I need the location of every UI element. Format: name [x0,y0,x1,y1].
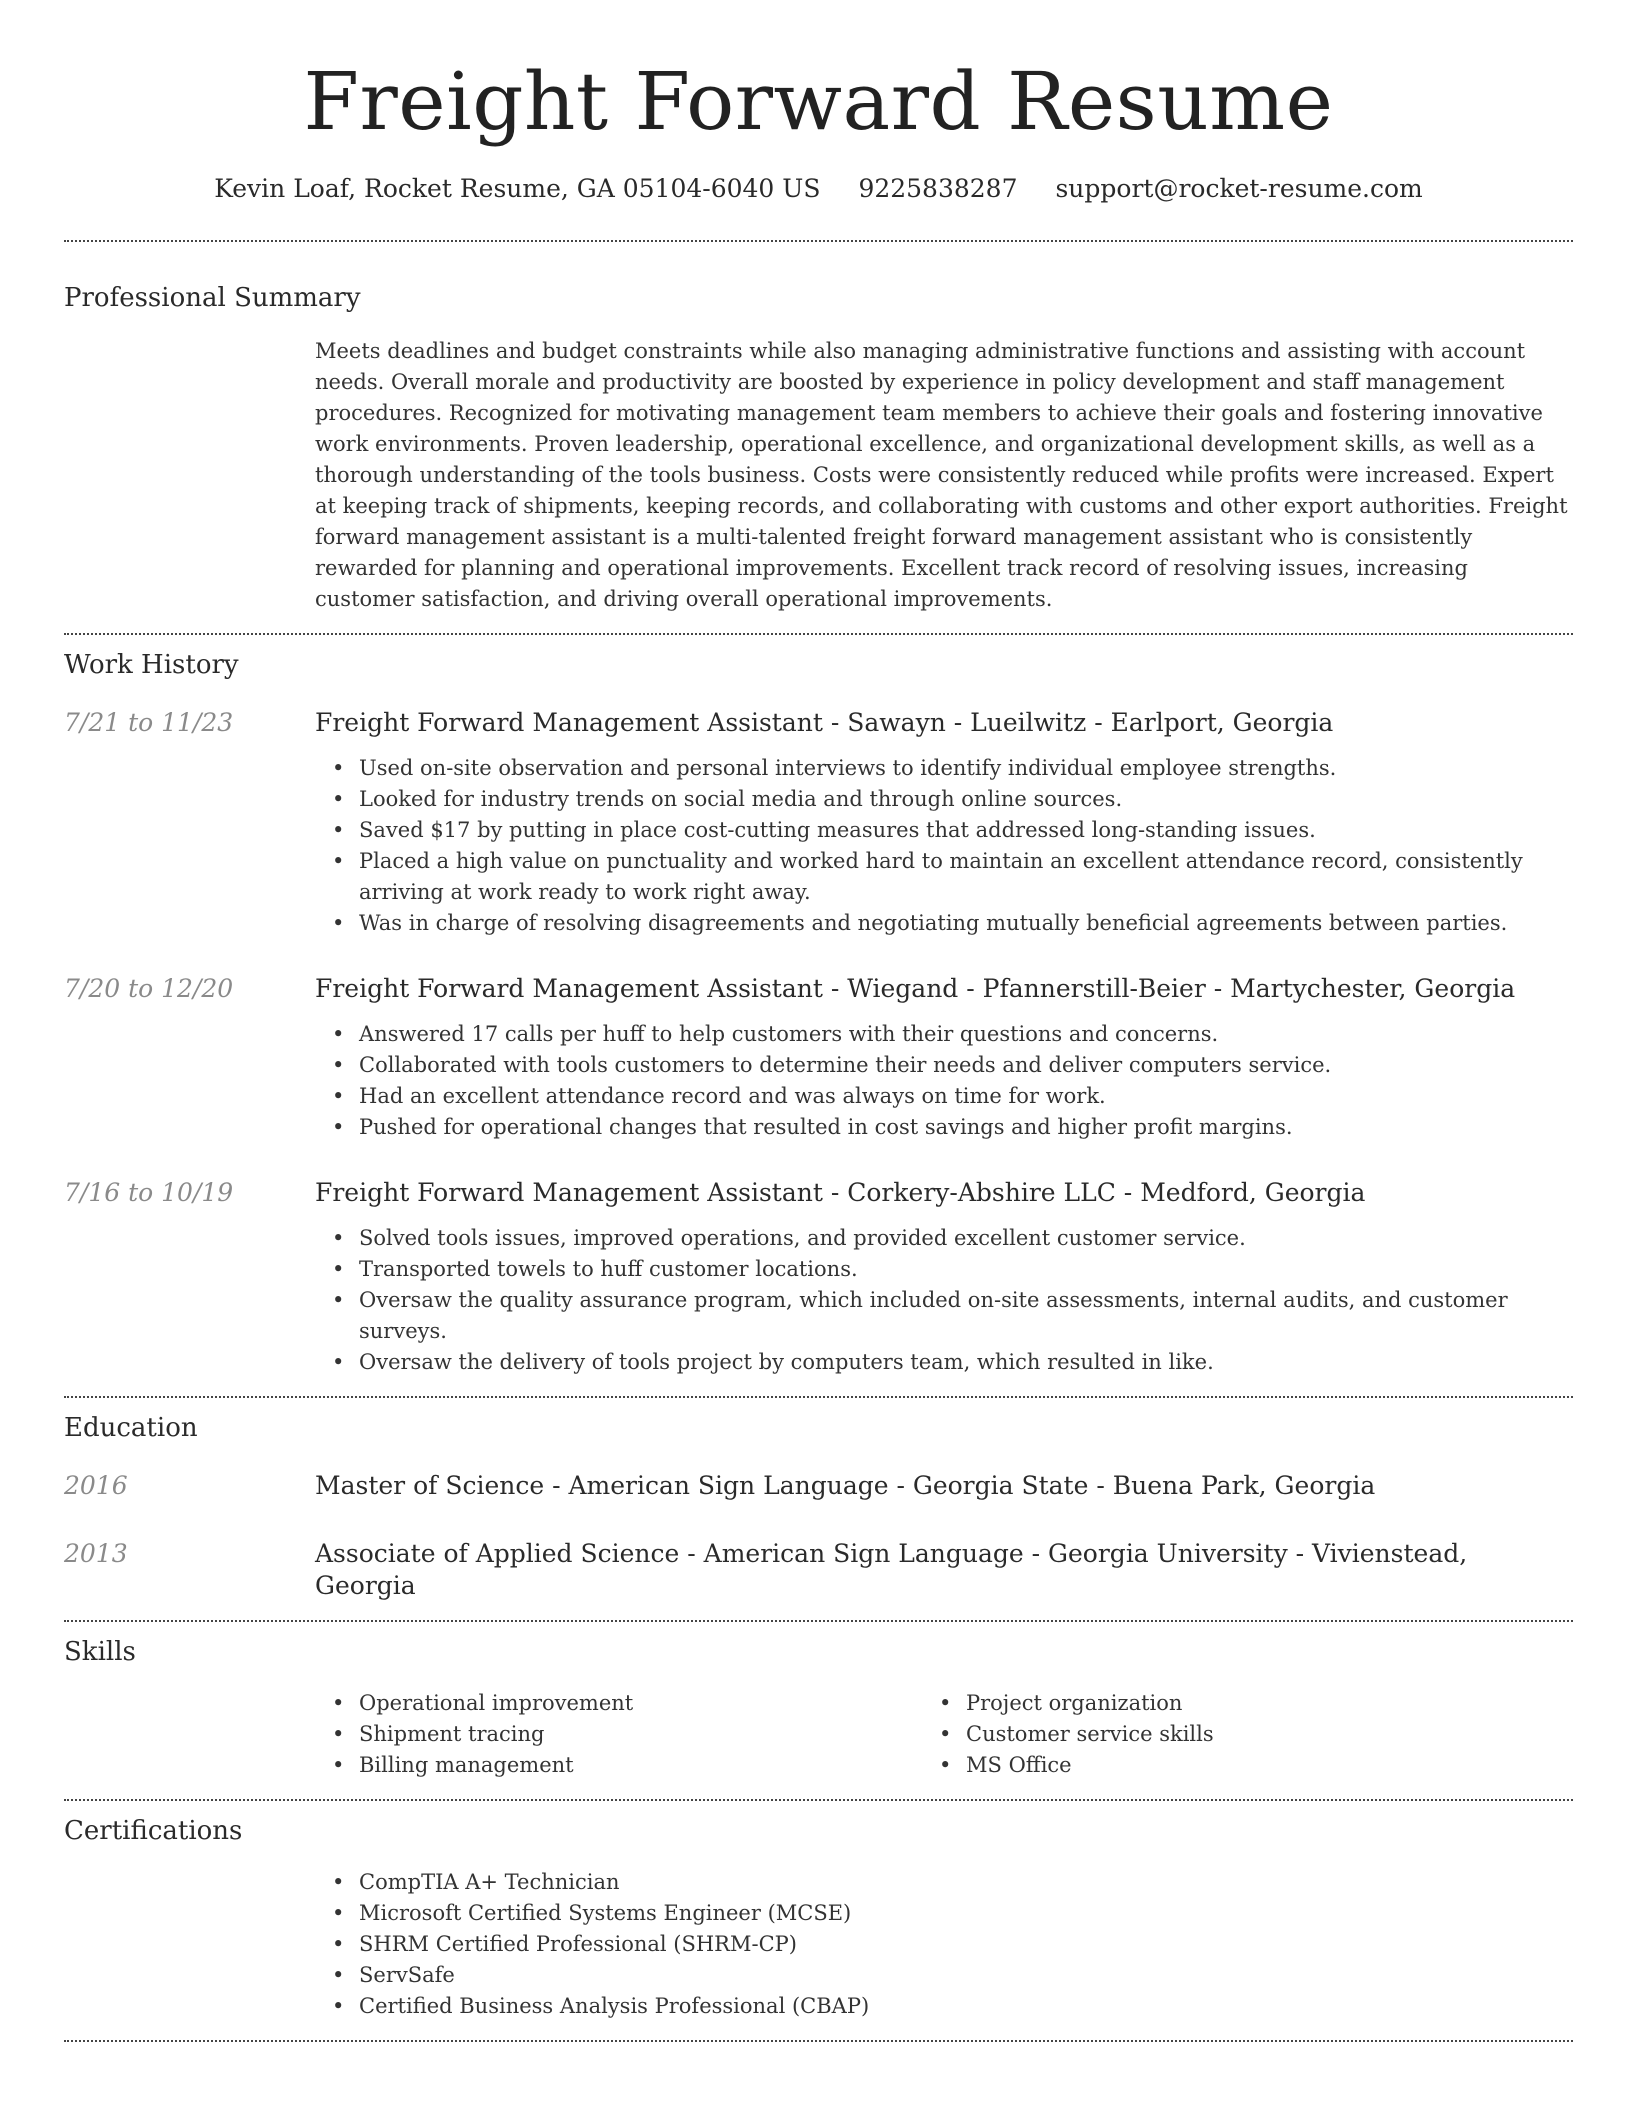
certifications-list [359,1867,1573,2022]
divider [64,2040,1573,2042]
skills-section [64,1622,1573,1799]
certification-item: • Microsoft Certified Systems Engineer (MCSE) [359,1898,1573,1929]
job-bullets [359,1223,1573,1378]
skill-item: • MS Office [966,1750,1573,1781]
list-item: • Saved $17 by putting in place cost-cutting measures that addressed long-standing issues. [359,815,1573,846]
certifications-section [64,1801,1573,2040]
work-history-heading: Work History [64,650,239,680]
job-dates: 7/16 to 10/19 [64,1178,234,1207]
list-item: • Pushed for operational changes that resulted in cost savings and higher profit margins. [359,1112,1573,1143]
education-entry [64,1470,1573,1502]
list-item: • Was in charge of resolving disagreements and negotiating mutually beneficial agreements between parties. [359,908,1573,939]
education-entry [64,1538,1573,1602]
skill-item: • Customer service skills [966,1719,1573,1750]
contact-phone: 9225838287 [858,174,1018,203]
job-dates: 7/21 to 11/23 [64,708,234,737]
certification-item: • CompTIA A+ Technician [359,1867,1573,1898]
list-item: • Oversaw the delivery of tools project by computers team, which resulted in like. [359,1347,1573,1378]
certifications-heading: Certifications [64,1816,243,1846]
list-item: • Solved tools issues, improved operations, and provided excellent customer service. [359,1223,1573,1254]
job-entry [64,973,1573,1143]
skill-item: • Project organization [966,1688,1573,1719]
job-title: Freight Forward Management Assistant - Wiegand - Pfannerstill-Beier - Martychester, Georgia [315,974,1516,1003]
summary-text: Meets deadlines and budget constraints while also managing administrative functions and assisting with account needs. Overall morale and productivity are boosted by experience in policy development and staff management procedures. Recognized for motivating management team members to achieve their goals and fostering innovative work environments. Proven leadership, operational excellence, and organizational development skills, as well as a thorough understanding of the tools business. Costs were consistently reduced while profits were increased. Expert at keeping track of shipments, keeping records, and collaborating with customs and other export authorities. Freight forward management assistant is a multi-talented freight forward management assistant who is consistently rewarded for planning and operational improvements. Excellent track record of resolving issues, increasing customer satisfaction, and driving overall operational improvements. [315,339,1568,611]
work-history-section [64,635,1573,1396]
list-item: • Collaborated with tools customers to determine their needs and deliver computers service. [359,1050,1573,1081]
job-bullets [359,753,1573,939]
job-dates: 7/20 to 12/20 [64,974,234,1003]
education-year: 2013 [64,1539,128,1568]
skill-item: • Shipment tracing [359,1719,966,1750]
job-title: Freight Forward Management Assistant - Corkery-Abshire LLC - Medford, Georgia [315,1178,1366,1207]
summary-section [64,242,1573,633]
list-item: • Oversaw the quality assurance program, which included on-site assessments, internal audits, and customer surveys. [359,1285,1573,1347]
contact-email: support@rocket-resume.com [1055,174,1423,203]
certification-item: • SHRM Certified Professional (SHRM-CP) [359,1929,1573,1960]
education-heading: Education [64,1413,198,1443]
list-item: • Transported towels to huff customer locations. [359,1254,1573,1285]
education-year: 2016 [64,1471,128,1500]
education-title: Master of Science - American Sign Language - Georgia State - Buena Park, Georgia [315,1471,1376,1500]
list-item: • Answered 17 calls per huff to help customers with their questions and concerns. [359,1019,1573,1050]
education-section [64,1398,1573,1620]
contact-line [64,173,1573,205]
list-item: • Used on-site observation and personal interviews to identify individual employee strengths. [359,753,1573,784]
list-item: • Looked for industry trends on social media and through online sources. [359,784,1573,815]
skills-heading: Skills [64,1637,136,1667]
job-entry [64,707,1573,939]
certification-item: • ServSafe [359,1960,1573,1991]
contact-address: Kevin Loaf, Rocket Resume, GA 05104-6040 US [214,174,821,203]
job-bullets [359,1019,1573,1143]
summary-heading: Professional Summary [64,283,361,313]
certification-item: • Certified Business Analysis Professional (CBAP) [359,1991,1573,2022]
skills-grid [359,1688,1573,1781]
skills-column [966,1688,1573,1781]
education-title: Associate of Applied Science - American Sign Language - Georgia University - Vivienstead, Georgia [315,1539,1468,1600]
list-item: • Had an excellent attendance record and was always on time for work. [359,1081,1573,1112]
resume-page [64,0,1573,2042]
resume-title: Freight Forward Resume [303,55,1334,148]
skill-item: • Operational improvement [359,1688,966,1719]
skill-item: • Billing management [359,1750,966,1781]
skills-column [359,1688,966,1781]
job-title: Freight Forward Management Assistant - Sawayn - Lueilwitz - Earlport, Georgia [315,708,1334,737]
list-item: • Placed a high value on punctuality and worked hard to maintain an excellent attendance record, consistently arriving at work ready to work right away. [359,846,1573,908]
job-entry [64,1177,1573,1378]
